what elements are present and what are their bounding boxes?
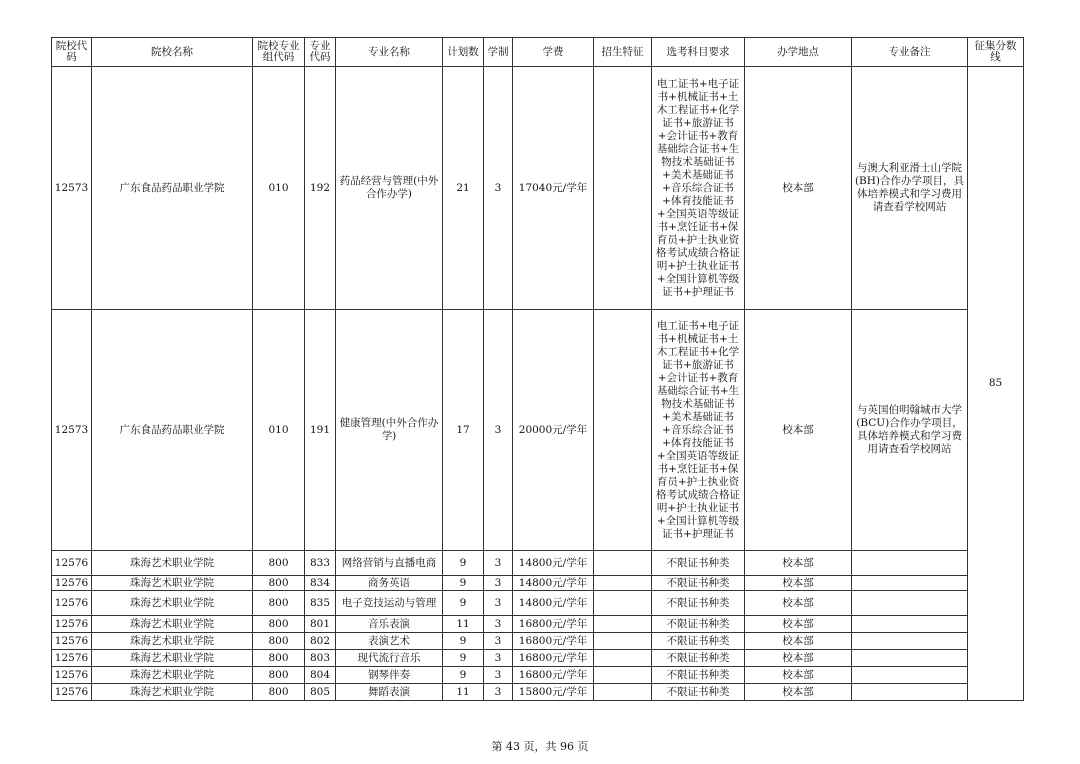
cell-tuition: 14800元/学年 <box>513 591 594 616</box>
cell-feature <box>594 67 652 310</box>
table-row <box>52 633 1024 650</box>
cell-subjects: 不限证书种类 <box>652 616 745 633</box>
cell-subjects: 不限证书种类 <box>652 684 745 701</box>
header-school-name: 院校名称 <box>92 38 253 67</box>
cell-tuition: 17040元/学年 <box>513 67 594 310</box>
cell-tuition: 16800元/学年 <box>513 616 594 633</box>
cell-school-code: 12576 <box>52 551 92 576</box>
cell-major-name: 电子竞技运动与管理 <box>336 591 443 616</box>
cell-group-code: 800 <box>253 616 305 633</box>
cell-major-code: 191 <box>305 310 336 551</box>
cell-major-code: 834 <box>305 576 336 591</box>
cell-major-code: 803 <box>305 650 336 667</box>
cell-location: 校本部 <box>745 650 852 667</box>
cell-school-code: 12576 <box>52 684 92 701</box>
cell-major-name: 网络营销与直播电商 <box>336 551 443 576</box>
cell-years: 3 <box>484 67 513 310</box>
cell-school-code: 12573 <box>52 67 92 310</box>
cell-feature <box>594 591 652 616</box>
cell-group-code: 800 <box>253 633 305 650</box>
cell-school-name: 广东食品药品职业学院 <box>92 310 253 551</box>
cell-major-code: 805 <box>305 684 336 701</box>
cell-major-code: 801 <box>305 616 336 633</box>
cell-location: 校本部 <box>745 310 852 551</box>
cell-years: 3 <box>484 684 513 701</box>
cell-major-name: 健康管理(中外合作办学) <box>336 310 443 551</box>
cell-school-name: 珠海艺术职业学院 <box>92 684 253 701</box>
header-row <box>52 38 1024 67</box>
cell-years: 3 <box>484 551 513 576</box>
cell-feature <box>594 633 652 650</box>
header-subjects: 选考科目要求 <box>652 38 745 67</box>
cell-feature <box>594 576 652 591</box>
cell-remark <box>852 633 968 650</box>
cell-school-name: 珠海艺术职业学院 <box>92 650 253 667</box>
cell-remark <box>852 616 968 633</box>
header-plan: 计划数 <box>443 38 484 67</box>
table-row <box>52 616 1024 633</box>
table-row <box>52 551 1024 576</box>
cell-location: 校本部 <box>745 591 852 616</box>
cell-years: 3 <box>484 576 513 591</box>
cell-location: 校本部 <box>745 667 852 684</box>
header-school-code: 院校代码 <box>52 38 92 67</box>
cell-major-code: 802 <box>305 633 336 650</box>
cell-school-code: 12573 <box>52 310 92 551</box>
cell-group-code: 800 <box>253 650 305 667</box>
cell-feature <box>594 310 652 551</box>
cell-school-name: 珠海艺术职业学院 <box>92 616 253 633</box>
cell-school-code: 12576 <box>52 591 92 616</box>
header-years: 学制 <box>484 38 513 67</box>
table-row <box>52 67 1024 310</box>
cell-tuition: 14800元/学年 <box>513 576 594 591</box>
cell-school-code: 12576 <box>52 667 92 684</box>
cell-subjects: 电工证书+电子证书+机械证书+土木工程证书+化学证书+旅游证书+会计证书+教育基础综合证书+生物技术基础证书+美术基础证书+音乐综合证书+体育技能证书+全国英语等级证书+烹饪证书+保育员+护士执业资格考试成绩合格证明+护士执业证书+全国计算机等级证书+护理证书 <box>652 310 745 551</box>
cell-years: 3 <box>484 591 513 616</box>
cell-school-name: 珠海艺术职业学院 <box>92 633 253 650</box>
header-remark: 专业备注 <box>852 38 968 67</box>
cell-years: 3 <box>484 667 513 684</box>
cell-plan: 11 <box>443 616 484 633</box>
cell-plan: 11 <box>443 684 484 701</box>
cell-years: 3 <box>484 616 513 633</box>
cell-remark <box>852 591 968 616</box>
cell-remark <box>852 684 968 701</box>
header-feature: 招生特征 <box>594 38 652 67</box>
cell-years: 3 <box>484 310 513 551</box>
cell-major-name: 表演艺术 <box>336 633 443 650</box>
cell-group-code: 800 <box>253 591 305 616</box>
cell-school-name: 珠海艺术职业学院 <box>92 576 253 591</box>
cell-major-name: 音乐表演 <box>336 616 443 633</box>
page-footer: 第 43 页，共 96 页 <box>491 740 589 753</box>
cell-feature <box>594 667 652 684</box>
cell-subjects: 不限证书种类 <box>652 667 745 684</box>
cell-school-name: 珠海艺术职业学院 <box>92 591 253 616</box>
cell-remark <box>852 551 968 576</box>
cell-school-name: 珠海艺术职业学院 <box>92 551 253 576</box>
cell-subjects: 不限证书种类 <box>652 551 745 576</box>
cell-location: 校本部 <box>745 67 852 310</box>
cell-school-name: 广东食品药品职业学院 <box>92 67 253 310</box>
cell-plan: 9 <box>443 633 484 650</box>
cell-subjects: 不限证书种类 <box>652 650 745 667</box>
cell-years: 3 <box>484 650 513 667</box>
cell-major-code: 804 <box>305 667 336 684</box>
cell-school-code: 12576 <box>52 576 92 591</box>
table-row <box>52 684 1024 701</box>
cell-remark: 与澳大利亚滑士山学院(BH)合作办学项目，具体培养模式和学习费用请查看学校网站 <box>852 67 968 310</box>
cell-years: 3 <box>484 633 513 650</box>
cell-subjects: 不限证书种类 <box>652 591 745 616</box>
cell-plan: 17 <box>443 310 484 551</box>
cell-remark <box>852 667 968 684</box>
cell-group-code: 800 <box>253 576 305 591</box>
cell-remark <box>852 650 968 667</box>
cell-major-name: 商务英语 <box>336 576 443 591</box>
cell-major-name: 现代流行音乐 <box>336 650 443 667</box>
cell-major-name: 钢琴伴奏 <box>336 667 443 684</box>
cell-group-code: 010 <box>253 67 305 310</box>
table-row <box>52 310 1024 551</box>
cell-tuition: 16800元/学年 <box>513 667 594 684</box>
cell-location: 校本部 <box>745 633 852 650</box>
cell-plan: 9 <box>443 591 484 616</box>
cell-plan: 9 <box>443 576 484 591</box>
cell-tuition: 14800元/学年 <box>513 551 594 576</box>
cell-subjects: 不限证书种类 <box>652 633 745 650</box>
cell-remark: 与英国伯明翰城市大学(BCU)合作办学项目，具体培养模式和学习费用请查看学校网站 <box>852 310 968 551</box>
cell-major-code: 835 <box>305 591 336 616</box>
cell-tuition: 15800元/学年 <box>513 684 594 701</box>
cell-location: 校本部 <box>745 576 852 591</box>
cell-group-code: 800 <box>253 667 305 684</box>
cell-feature <box>594 684 652 701</box>
cell-school-code: 12576 <box>52 616 92 633</box>
cell-plan: 21 <box>443 67 484 310</box>
header-major-code: 专业代码 <box>305 38 336 67</box>
cell-feature <box>594 650 652 667</box>
cell-tuition: 20000元/学年 <box>513 310 594 551</box>
admission-table <box>51 37 1024 701</box>
cell-group-code: 800 <box>253 551 305 576</box>
cell-remark <box>852 576 968 591</box>
table-row <box>52 650 1024 667</box>
cell-school-name: 珠海艺术职业学院 <box>92 667 253 684</box>
table-row <box>52 667 1024 684</box>
header-tuition: 学费 <box>513 38 594 67</box>
cell-feature <box>594 551 652 576</box>
cell-subjects: 电工证书+电子证书+机械证书+土木工程证书+化学证书+旅游证书+会计证书+教育基础综合证书+生物技术基础证书+美术基础证书+音乐综合证书+体育技能证书+全国英语等级证书+烹饪证书+保育员+护士执业资格考试成绩合格证明+护士执业证书+全国计算机等级证书+护理证书 <box>652 67 745 310</box>
cell-plan: 9 <box>443 551 484 576</box>
table-row <box>52 576 1024 591</box>
cell-feature <box>594 616 652 633</box>
header-group-code: 院校专业组代码 <box>253 38 305 67</box>
table-row <box>52 591 1024 616</box>
cell-location: 校本部 <box>745 684 852 701</box>
cell-plan: 9 <box>443 667 484 684</box>
cell-tuition: 16800元/学年 <box>513 650 594 667</box>
cell-group-code: 800 <box>253 684 305 701</box>
cell-major-name: 舞蹈表演 <box>336 684 443 701</box>
cell-major-code: 192 <box>305 67 336 310</box>
cell-tuition: 16800元/学年 <box>513 633 594 650</box>
header-location: 办学地点 <box>745 38 852 67</box>
cell-group-code: 010 <box>253 310 305 551</box>
cell-school-code: 12576 <box>52 650 92 667</box>
cell-subjects: 不限证书种类 <box>652 576 745 591</box>
header-cutoff: 征集分数线 <box>968 38 1024 67</box>
cell-plan: 9 <box>443 650 484 667</box>
header-major-name: 专业名称 <box>336 38 443 67</box>
cell-major-name: 药品经营与管理(中外合作办学) <box>336 67 443 310</box>
cell-cutoff: 85 <box>968 67 1024 701</box>
cell-location: 校本部 <box>745 616 852 633</box>
cell-location: 校本部 <box>745 551 852 576</box>
cell-school-code: 12576 <box>52 633 92 650</box>
cell-major-code: 833 <box>305 551 336 576</box>
